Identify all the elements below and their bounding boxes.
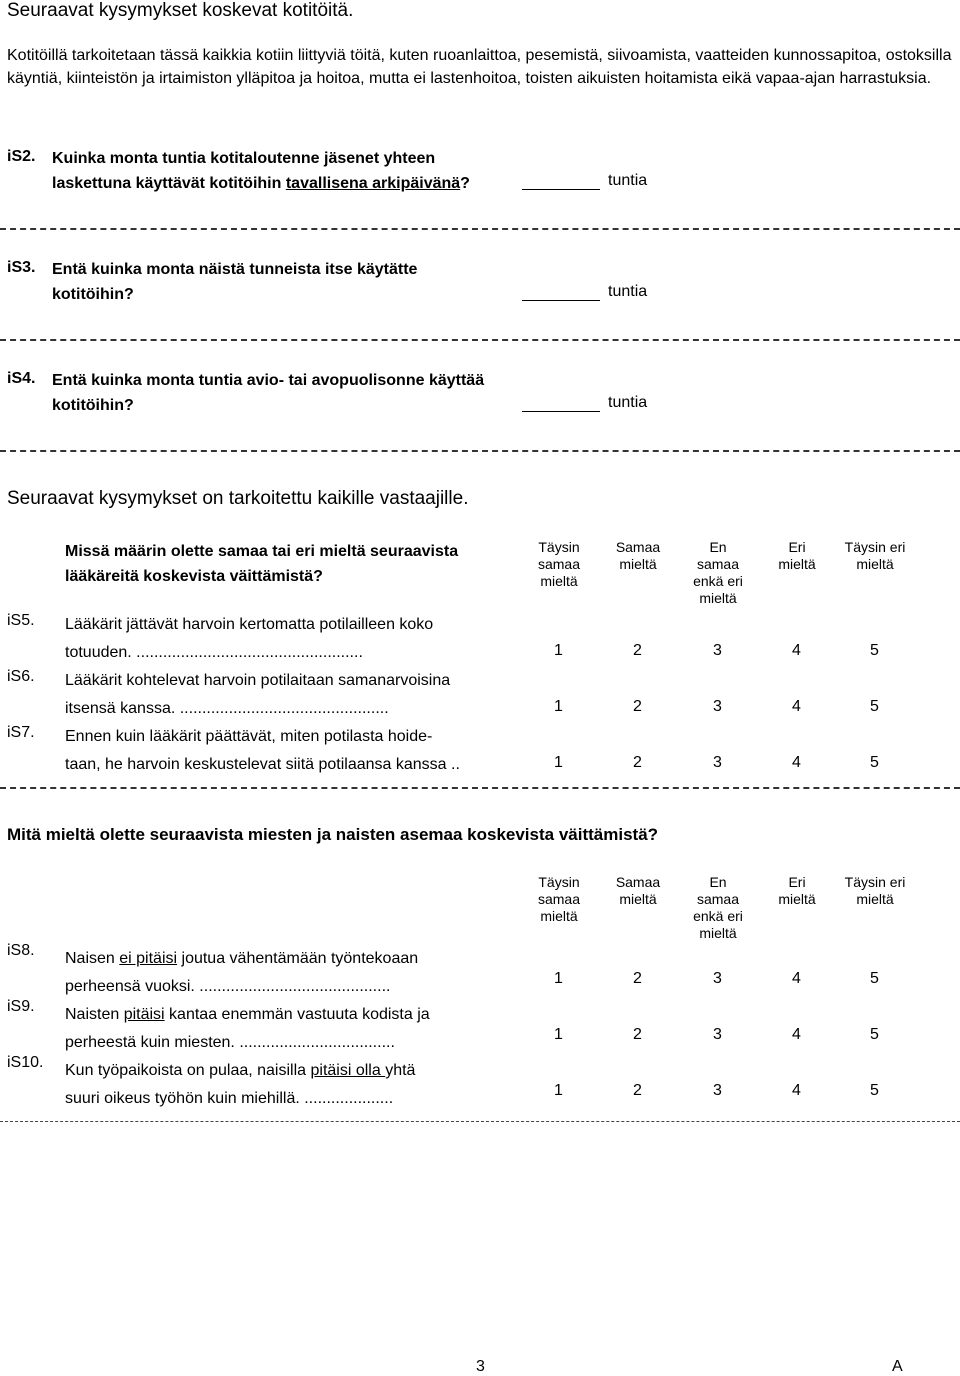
question-number: iS7.: [7, 724, 35, 741]
statement-line: [65, 945, 535, 973]
scale-option-2[interactable]: 2: [633, 1082, 642, 1099]
scale-option-1[interactable]: 1: [554, 970, 563, 987]
statement-emphasis: ei pitäisi: [119, 950, 178, 967]
scale-option-1[interactable]: 1: [554, 698, 563, 715]
scale-option-5[interactable]: 5: [870, 754, 879, 771]
scale-option-1[interactable]: 1: [554, 1026, 563, 1043]
page-number: 3: [476, 1358, 485, 1375]
hours-question-text: [52, 146, 512, 196]
separator: [0, 228, 960, 230]
statement-text-part: joutua vähentämään työntekoaan: [177, 950, 419, 967]
scale-option-4[interactable]: 4: [792, 1026, 801, 1043]
unit-label: tuntia: [608, 283, 648, 300]
separator: [0, 339, 960, 341]
unit-label: tuntia: [608, 172, 648, 189]
hours-input[interactable]: [522, 282, 600, 301]
hours-answer: [522, 393, 647, 412]
statement-text-part: Kun työpaikoista on pulaa, naisilla: [65, 1062, 311, 1079]
scale-option-5[interactable]: 5: [870, 1026, 879, 1043]
question-number: iS10.: [7, 1054, 44, 1071]
scale-option-4[interactable]: 4: [792, 1082, 801, 1099]
question-line: [52, 393, 512, 418]
question-number: iS5.: [7, 612, 35, 629]
block1-question-line1: Missä määrin olette samaa tai eri mieltä seuraavista: [65, 543, 459, 560]
statement-line: Ennen kuin lääkärit päättävät, miten potilasta hoide-: [65, 728, 433, 745]
scale-option-3[interactable]: 3: [713, 1082, 722, 1099]
question-line: Entä kuinka monta tuntia avio- tai avopuolisonne käyttää: [52, 372, 485, 389]
scale-option-5[interactable]: 5: [870, 1082, 879, 1099]
scale-option-2[interactable]: 2: [633, 754, 642, 771]
page-title: Seuraavat kysymykset koskevat kotitöitä.: [7, 0, 354, 21]
scale-header: Täysin eri mieltä: [844, 539, 906, 572]
scale-header: Täysin samaa mieltä: [537, 874, 581, 924]
scale-option-4[interactable]: 4: [792, 970, 801, 987]
statement-emphasis: pitäisi olla: [310, 1062, 386, 1079]
separator: [0, 1121, 960, 1122]
scale-option-2[interactable]: 2: [633, 970, 642, 987]
question-number: iS2.: [7, 148, 36, 165]
question-line: Entä kuinka monta näistä tunneista itse käytätte: [52, 261, 418, 278]
scale-header: Eri mieltä: [778, 539, 816, 572]
hours-answer: [522, 282, 647, 301]
question-text: ?: [460, 175, 470, 192]
statement-text-part: Naisen: [65, 950, 120, 967]
intro-paragraph: Kotitöillä tarkoitetaan tässä kaikkia kotiin liittyviä töitä, kuten ruoanlaittoa, pesemistä, siivoamista, vaatteiden kunnossapitoa, ostoksilla käyntiä, kiinteistön ja irtaimiston ylläpitoa ja hoitoa, mutta ei lastenhoitoa, toisten aikuisten hoitamista eikä vapaa-ajan harrastuksia.: [7, 47, 952, 87]
statement-line: Lääkärit jättävät harvoin kertomatta potilailleen koko: [65, 616, 434, 633]
statement-line: [65, 1057, 535, 1085]
scale-header: Samaa mieltä: [615, 874, 661, 907]
statement-line: perheestä kuin miesten. ...................................: [65, 1034, 395, 1051]
hours-input[interactable]: [522, 393, 600, 412]
version-label: A: [892, 1358, 903, 1375]
scale-option-2[interactable]: 2: [633, 642, 642, 659]
scale-option-5[interactable]: 5: [870, 970, 879, 987]
question-number: iS8.: [7, 942, 35, 959]
scale-option-3[interactable]: 3: [713, 970, 722, 987]
scale-header: En samaa enkä eri mieltä: [693, 874, 743, 941]
scale-option-2[interactable]: 2: [633, 698, 642, 715]
statement-text: [65, 611, 535, 667]
hours-answer: [522, 171, 647, 190]
scale-header: Samaa mieltä: [615, 539, 661, 572]
statement-text: [65, 667, 535, 723]
scale-header: Täysin samaa mieltä: [537, 539, 581, 589]
scale-option-4[interactable]: 4: [792, 754, 801, 771]
scale-header: Eri mieltä: [778, 874, 816, 907]
scale-option-4[interactable]: 4: [792, 642, 801, 659]
question-emphasis: tavallisena arkipäivänä: [285, 175, 461, 192]
separator: [0, 450, 960, 452]
block1-question-line2: lääkäreitä koskevista väittämistä?: [65, 568, 323, 585]
statement-text: [65, 1001, 535, 1057]
statement-line: perheensä vuoksi. ...........................................: [65, 978, 391, 995]
section-title-gender: Mitä mieltä olette seuraavista miesten ja naisten asemaa koskevista väittämistä?: [7, 825, 659, 844]
question-number: iS6.: [7, 668, 35, 685]
section-title-all: Seuraavat kysymykset on tarkoitettu kaikille vastaajille.: [7, 488, 469, 509]
separator: [0, 787, 960, 789]
scale-option-1[interactable]: 1: [554, 1082, 563, 1099]
statement-line: totuuden. ...................................................: [65, 644, 363, 661]
statement-line: itsensä kanssa. ...............................................: [65, 700, 389, 717]
scale-option-3[interactable]: 3: [713, 642, 722, 659]
question-number: iS4.: [7, 370, 36, 387]
question-number: iS3.: [7, 259, 36, 276]
statement-line: Lääkärit kohtelevat harvoin potilaitaan samanarvoisina: [65, 672, 451, 689]
statement-text: [65, 723, 535, 779]
hours-question-text: [52, 257, 512, 307]
question-number: iS9.: [7, 998, 35, 1015]
scale-option-1[interactable]: 1: [554, 642, 563, 659]
question-text: laskettuna käyttävät kotitöihin: [52, 175, 286, 192]
scale-option-1[interactable]: 1: [554, 754, 563, 771]
scale-option-5[interactable]: 5: [870, 642, 879, 659]
question-text: kotitöihin?: [52, 397, 134, 414]
unit-label: tuntia: [608, 394, 648, 411]
statement-line: [65, 1001, 535, 1029]
hours-question-text: [52, 368, 512, 418]
statement-emphasis: pitäisi: [123, 1006, 165, 1023]
scale-option-5[interactable]: 5: [870, 698, 879, 715]
scale-option-3[interactable]: 3: [713, 754, 722, 771]
statement-text-part: yhtä: [385, 1062, 416, 1079]
scale-header: En samaa enkä eri mieltä: [693, 539, 743, 606]
scale-option-2[interactable]: 2: [633, 1026, 642, 1043]
statement-line: taan, he harvoin keskustelevat siitä potilaansa kanssa ..: [65, 756, 460, 773]
scale-header: Täysin eri mieltä: [844, 874, 906, 907]
statement-text-part: Naisten: [65, 1006, 124, 1023]
question-text: kotitöihin?: [52, 286, 134, 303]
hours-input[interactable]: [522, 171, 600, 190]
scale-option-3[interactable]: 3: [713, 698, 722, 715]
statement-text-part: kantaa enemmän vastuuta kodista ja: [164, 1006, 430, 1023]
statement-text: [65, 945, 535, 1001]
scale-option-4[interactable]: 4: [792, 698, 801, 715]
question-line: Kuinka monta tuntia kotitaloutenne jäsenet yhteen: [52, 150, 436, 167]
block1-question: [65, 539, 525, 589]
statement-text: [65, 1057, 535, 1113]
question-line: [52, 171, 512, 196]
statement-line: suuri oikeus työhön kuin miehillä. ....................: [65, 1090, 394, 1107]
question-line: [52, 282, 512, 307]
scale-option-3[interactable]: 3: [713, 1026, 722, 1043]
